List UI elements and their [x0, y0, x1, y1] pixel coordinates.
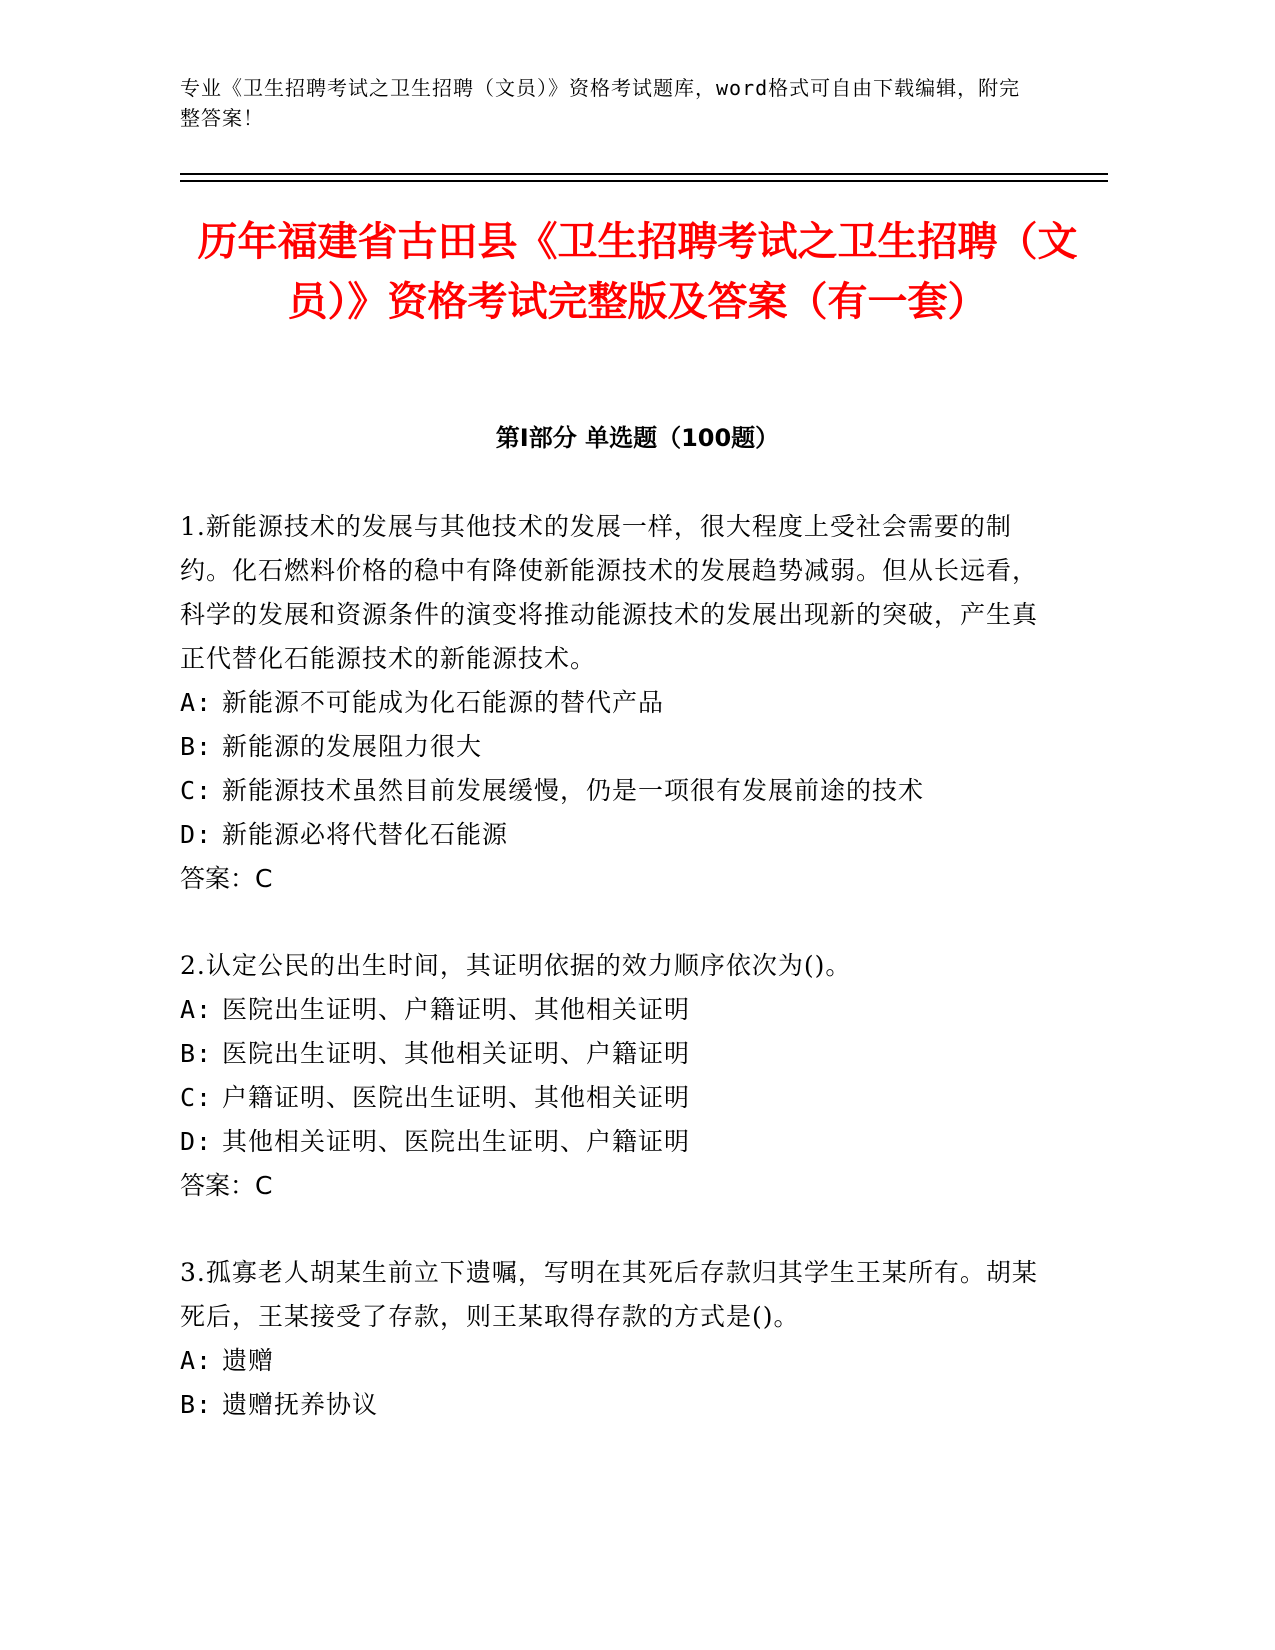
header-note: 专业《卫生招聘考试之卫生招聘（文员）》资格考试题库，word格式可自由下载编辑，附完整答案！ [180, 76, 1021, 130]
answer: 答案：C [180, 1171, 273, 1200]
answer: 答案：C [180, 864, 273, 893]
option-d [180, 1120, 1040, 1164]
option-letter: A: [180, 995, 213, 1024]
option-letter: D: [180, 820, 213, 849]
question-stem: 2.认定公民的出生时间，其证明依据的效力顺序依次为()。 [180, 951, 852, 980]
option-text: 遗赠抚养协议 [222, 1390, 379, 1419]
question-3 [180, 1251, 1040, 1427]
option-text: 户籍证明、医院出生证明、其他相关证明 [222, 1083, 691, 1112]
option-c [180, 769, 1040, 813]
option-letter: B: [180, 1039, 213, 1068]
option-d [180, 813, 1040, 857]
header-divider-bottom [180, 180, 1108, 182]
option-a [180, 988, 1040, 1032]
question-stem: 3.孤寡老人胡某生前立下遗嘱，写明在其死后存款归其学生王某所有。胡某死后，王某接受了存款，则王某取得存款的方式是()。 [180, 1258, 1038, 1331]
question-2 [180, 944, 1040, 1208]
option-letter: A: [180, 688, 213, 717]
option-b [180, 1383, 1040, 1427]
option-letter: B: [180, 1390, 213, 1419]
option-letter: B: [180, 732, 213, 761]
option-text: 医院出生证明、户籍证明、其他相关证明 [222, 995, 691, 1024]
question-stem: 1.新能源技术的发展与其他技术的发展一样，很大程度上受社会需要的制约。化石燃料价格的稳中有降使新能源技术的发展趋势减弱。但从长远看，科学的发展和资源条件的演变将推动能源技术的发展出现新的突破，产生真正代替化石能源技术的新能源技术。 [180, 512, 1039, 673]
option-text: 新能源必将代替化石能源 [222, 820, 509, 849]
option-letter: D: [180, 1127, 213, 1156]
option-text: 新能源技术虽然目前发展缓慢，仍是一项很有发展前途的技术 [222, 776, 925, 805]
option-b [180, 1032, 1040, 1076]
document-title: 历年福建省古田县《卫生招聘考试之卫生招聘（文员）》资格考试完整版及答案（有一套） [197, 219, 1078, 325]
option-letter: A: [180, 1346, 213, 1375]
option-letter: C: [180, 776, 213, 805]
option-text: 医院出生证明、其他相关证明、户籍证明 [222, 1039, 691, 1068]
option-text: 新能源的发展阻力很大 [222, 732, 483, 761]
option-text: 新能源不可能成为化石能源的替代产品 [222, 688, 665, 717]
option-text: 遗赠 [222, 1346, 275, 1375]
option-text: 其他相关证明、医院出生证明、户籍证明 [222, 1127, 691, 1156]
question-1 [180, 505, 1040, 901]
question-list [180, 505, 1040, 1470]
option-letter: C: [180, 1083, 213, 1112]
header-divider-top [180, 173, 1108, 175]
option-b [180, 725, 1040, 769]
section-heading: 第Ⅰ部分 单选题（100题） [495, 424, 780, 452]
option-a [180, 681, 1040, 725]
option-c [180, 1076, 1040, 1120]
option-a [180, 1339, 1040, 1383]
